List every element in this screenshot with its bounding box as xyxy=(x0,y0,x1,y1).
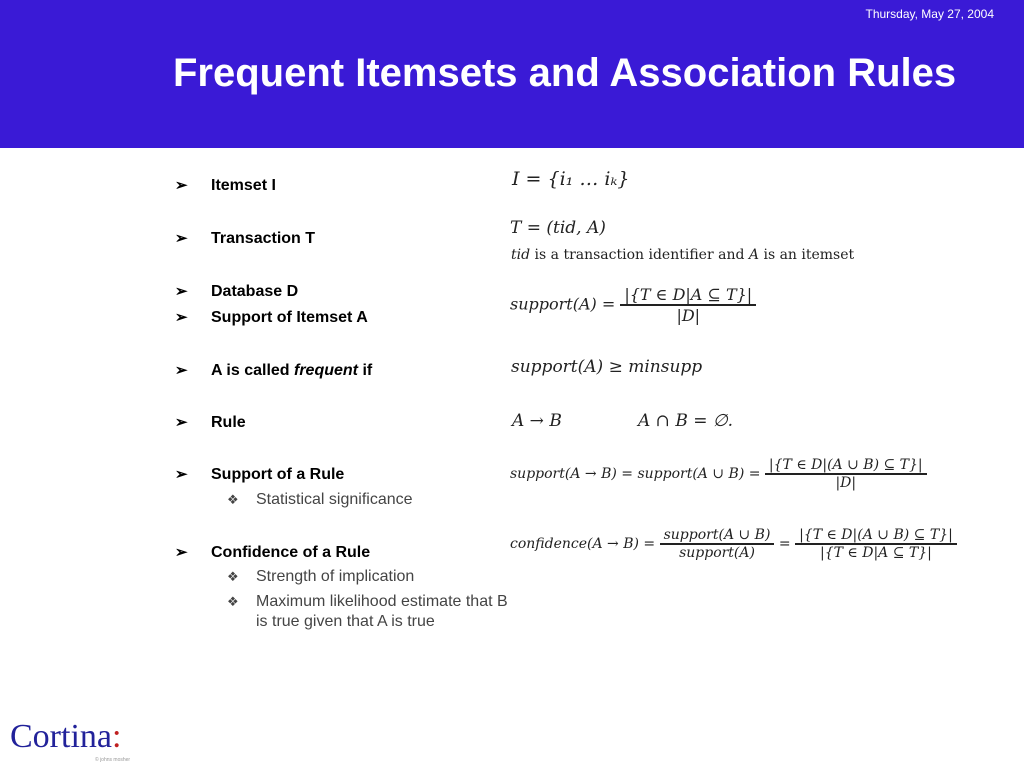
bullet-label: Database D xyxy=(211,283,299,300)
bullet-label-suffix: if xyxy=(358,362,373,379)
sub-bullet-label: Maximum likelihood estimate that B xyxy=(256,593,508,610)
sub-bullet-label: Strength of implication xyxy=(256,568,415,585)
bullet-label: Support of a Rule xyxy=(211,466,345,483)
support-fraction xyxy=(620,285,756,325)
logo-colon: : xyxy=(111,718,122,755)
sub-bullet-implication xyxy=(227,568,414,586)
bullet-list xyxy=(175,0,575,768)
diamond-bullet-icon: ❖ xyxy=(227,594,239,609)
sub-bullet-label: Statistical significance xyxy=(256,491,413,508)
arrowhead-bullet-icon: ➢ xyxy=(175,466,188,483)
fraction-numerator: |{T ∈ D|(A ∪ B) ⊆ T}| xyxy=(795,527,957,545)
arrowhead-bullet-icon: ➢ xyxy=(175,230,188,247)
cortina-logo xyxy=(10,718,121,756)
diamond-bullet-icon: ❖ xyxy=(227,492,239,507)
fraction-denominator: |D| xyxy=(835,475,857,491)
fraction-numerator: support(A ∪ B) xyxy=(660,527,775,545)
arrowhead-bullet-icon: ➢ xyxy=(175,362,188,379)
arrowhead-bullet-icon: ➢ xyxy=(175,414,188,431)
copyright-text: © johns mosher xyxy=(95,757,131,763)
tid-text-end: is an itemset xyxy=(759,247,855,263)
formula-support-itemset xyxy=(510,285,756,325)
support-rule-lhs: support(A → B) = support(A ∪ B) = xyxy=(510,466,765,482)
confidence-lhs: confidence(A → B) = xyxy=(510,536,660,552)
bullet-confidence-rule xyxy=(175,543,370,562)
bullet-label: Support of Itemset A xyxy=(211,309,368,326)
bullet-database xyxy=(175,282,298,301)
arrowhead-bullet-icon: ➢ xyxy=(175,283,188,300)
formula-confidence xyxy=(510,527,957,561)
sub-bullet-label: is true given that A is true xyxy=(256,613,435,630)
bullet-label: Transaction T xyxy=(211,230,316,247)
fraction-numerator: |{T ∈ D|A ⊆ T}| xyxy=(620,285,756,306)
formula-support-rule xyxy=(510,457,927,491)
tid-itemset-term: A xyxy=(748,247,760,263)
date-label: Thursday, May 27, 2004 xyxy=(865,7,994,21)
bullet-label: A is called xyxy=(211,362,294,379)
formula-frequent: support(A) ≥ minsupp xyxy=(511,357,703,377)
bullet-support-rule xyxy=(175,465,344,484)
bullet-emphasis: frequent xyxy=(294,362,358,379)
bullet-transaction xyxy=(175,229,315,248)
arrowhead-bullet-icon: ➢ xyxy=(175,177,188,194)
sub-bullet-significance xyxy=(227,491,413,509)
support-lhs: support(A) = xyxy=(510,294,621,314)
bullet-support-itemset xyxy=(175,308,368,327)
formula-rule: A → B xyxy=(512,411,562,431)
confidence-fraction-2 xyxy=(795,527,957,561)
diamond-bullet-icon: ❖ xyxy=(227,569,239,584)
sub-bullet-likelihood-cont xyxy=(256,613,435,631)
support-rule-fraction xyxy=(765,457,927,491)
arrowhead-bullet-icon: ➢ xyxy=(175,309,188,326)
formula-itemset: I = {i₁ … iₖ} xyxy=(512,168,630,190)
fraction-denominator: |D| xyxy=(676,306,701,325)
bullet-itemset xyxy=(175,176,276,195)
tid-text: is a transaction identifier and xyxy=(530,247,749,263)
bullet-frequent xyxy=(175,361,372,380)
confidence-equals: = xyxy=(774,536,796,552)
sub-bullet-likelihood xyxy=(227,593,508,611)
fraction-denominator: |{T ∈ D|A ⊆ T}| xyxy=(820,545,932,561)
bullet-label: Confidence of a Rule xyxy=(211,544,371,561)
confidence-fraction-1 xyxy=(660,527,775,561)
bullet-rule xyxy=(175,413,246,432)
logo-text: Cortina xyxy=(10,718,112,755)
arrowhead-bullet-icon: ➢ xyxy=(175,544,188,561)
bullet-label: Itemset I xyxy=(211,177,276,194)
slide-title: Frequent Itemsets and Association Rules xyxy=(173,51,957,95)
fraction-denominator: support(A) xyxy=(679,545,755,561)
bullet-label: Rule xyxy=(211,414,246,431)
formula-transaction: T = (tid, A) xyxy=(510,218,606,238)
tid-term: tid xyxy=(511,247,531,263)
formula-rule-condition: A ∩ B = ∅. xyxy=(638,411,734,431)
formula-tid-description xyxy=(511,247,854,263)
fraction-numerator: |{T ∈ D|(A ∪ B) ⊆ T}| xyxy=(765,457,927,475)
